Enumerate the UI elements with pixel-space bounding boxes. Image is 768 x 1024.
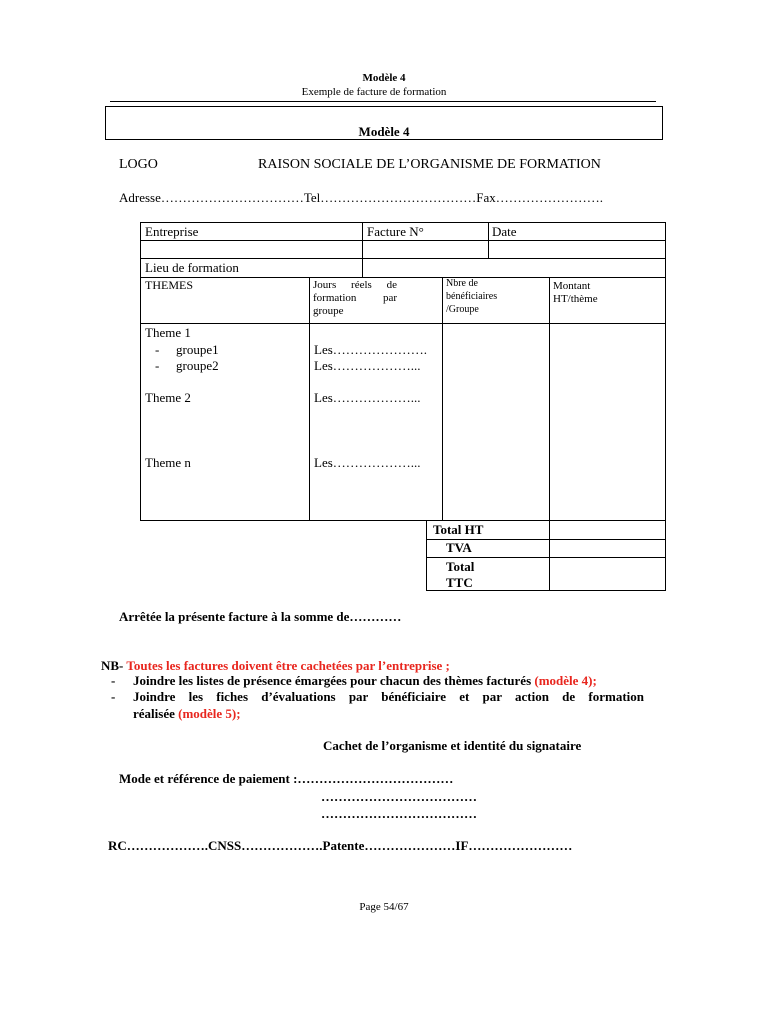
les-themen: Les………………... bbox=[314, 455, 421, 470]
groupe-2: groupe2 bbox=[176, 358, 219, 373]
header-subtitle: Exemple de facture de formation bbox=[301, 86, 447, 98]
payment-line-1: Mode et référence de paiement :……………………………… bbox=[119, 771, 454, 786]
theme-n: Theme n bbox=[145, 455, 191, 470]
theme-2: Theme 2 bbox=[145, 390, 191, 405]
header-rule bbox=[110, 101, 656, 102]
les-groupe1: Les…………………. bbox=[314, 342, 428, 357]
col-themes: THEMES bbox=[145, 278, 193, 292]
total-ttc-label-1: Total bbox=[446, 559, 475, 574]
facture-no-label: Facture N° bbox=[367, 224, 424, 239]
note-item-1-text: Joindre les listes de présence émargées pour chacun des thèmes facturés bbox=[133, 673, 535, 688]
box-title: Modèle 4 bbox=[358, 124, 410, 139]
col-montant: Montant HT/thème bbox=[553, 280, 598, 305]
address-line: Adresse……………………………Tel………………………………Fax……………………. bbox=[119, 190, 604, 205]
lieu-label: Lieu de formation bbox=[145, 260, 239, 275]
col-jours: Jours réels de formation par groupe bbox=[313, 279, 397, 317]
theme-1: Theme 1 bbox=[145, 325, 191, 340]
note-item-1-ref: (modèle 4); bbox=[534, 673, 597, 688]
note-dash-2: - bbox=[111, 689, 116, 704]
col-nbre: Nbre de bénéficiaires /Groupe bbox=[446, 278, 498, 315]
note-item-1 bbox=[133, 673, 597, 689]
entreprise-label: Entreprise bbox=[145, 224, 199, 239]
tva-label: TVA bbox=[446, 540, 472, 555]
note-item-2-ref: (modèle 5); bbox=[178, 706, 241, 721]
groupe-1: groupe1 bbox=[176, 342, 219, 357]
arretee-line: Arrêtée la présente facture à la somme de………… bbox=[119, 609, 402, 624]
bullet-2: - bbox=[155, 358, 160, 373]
header-title: Modèle 4 bbox=[362, 72, 406, 84]
nb-line bbox=[101, 658, 450, 674]
total-ttc-label-2: TTC bbox=[446, 575, 473, 590]
cachet-line: Cachet de l’organisme et identité du signataire bbox=[323, 738, 582, 753]
title-box bbox=[105, 106, 663, 140]
les-groupe2: Les………………... bbox=[314, 358, 421, 373]
payment-line-3: ……………………………… bbox=[321, 806, 477, 821]
note-item-2-line2 bbox=[133, 706, 241, 722]
note-item-2-line1: Joindre les fiches d’évaluations par bénéficiaire et par action de formation bbox=[133, 689, 644, 704]
nb-prefix: NB- bbox=[101, 658, 124, 673]
note-item-2-text: réalisée bbox=[133, 706, 179, 721]
nb-text: Toutes les factures doivent être cachetées par l’entreprise ; bbox=[126, 658, 450, 673]
payment-line-2: ……………………………… bbox=[321, 789, 477, 804]
total-ht-label: Total HT bbox=[433, 522, 484, 537]
les-theme2: Les………………... bbox=[314, 390, 421, 405]
registry-line: RC……………….CNSS……………….Patente…………………IF…………………… bbox=[108, 838, 573, 853]
date-label: Date bbox=[492, 224, 517, 239]
logo-placeholder: LOGO bbox=[119, 157, 158, 172]
note-dash-1: - bbox=[111, 673, 116, 688]
bullet-1: - bbox=[155, 342, 160, 357]
page-number: Page 54/67 bbox=[359, 901, 409, 913]
company-name: RAISON SOCIALE DE L’ORGANISME DE FORMATION bbox=[258, 157, 601, 172]
